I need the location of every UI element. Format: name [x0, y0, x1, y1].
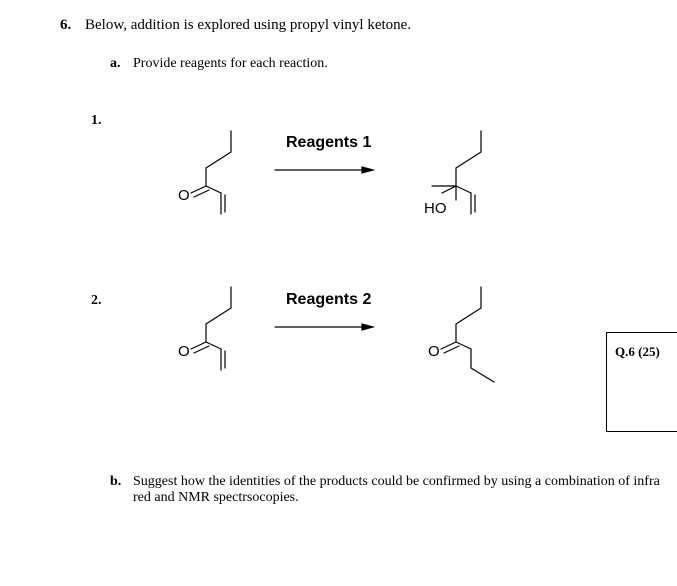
reaction-1-arrow — [275, 167, 373, 173]
reaction-2-reactant-oxygen: O — [178, 343, 190, 360]
question-text: Below, addition is explored using propyl vinyl ketone. — [85, 17, 412, 33]
part-a-label: a. — [110, 56, 121, 71]
part-b-text: Suggest how the identities of the products could be confirmed by using a combination of infra red and NMR spectrsocopies. — [133, 474, 660, 505]
reaction-1-product-hydroxyl: HO — [424, 200, 447, 217]
question-number: 6. — [60, 17, 72, 33]
part-a-text: Provide reagents for each reaction. — [133, 56, 328, 71]
reaction-2-product-oxygen: O — [428, 343, 440, 360]
reaction-1-reactant-structure — [191, 131, 231, 214]
reaction-1-number: 1. — [91, 113, 102, 128]
reaction-2-arrow — [275, 324, 373, 330]
reagents-1-label: Reagents 1 — [286, 134, 372, 151]
marks-label: Q.6 (25) — [615, 344, 660, 359]
part-b-label: b. — [110, 474, 122, 489]
reaction-1-reactant-oxygen: O — [178, 187, 190, 204]
reaction-2-reactant-structure — [191, 287, 231, 370]
reagents-2-label: Reagents 2 — [286, 291, 372, 308]
reaction-2-product-structure — [441, 287, 494, 382]
reaction-2-number: 2. — [91, 293, 102, 308]
